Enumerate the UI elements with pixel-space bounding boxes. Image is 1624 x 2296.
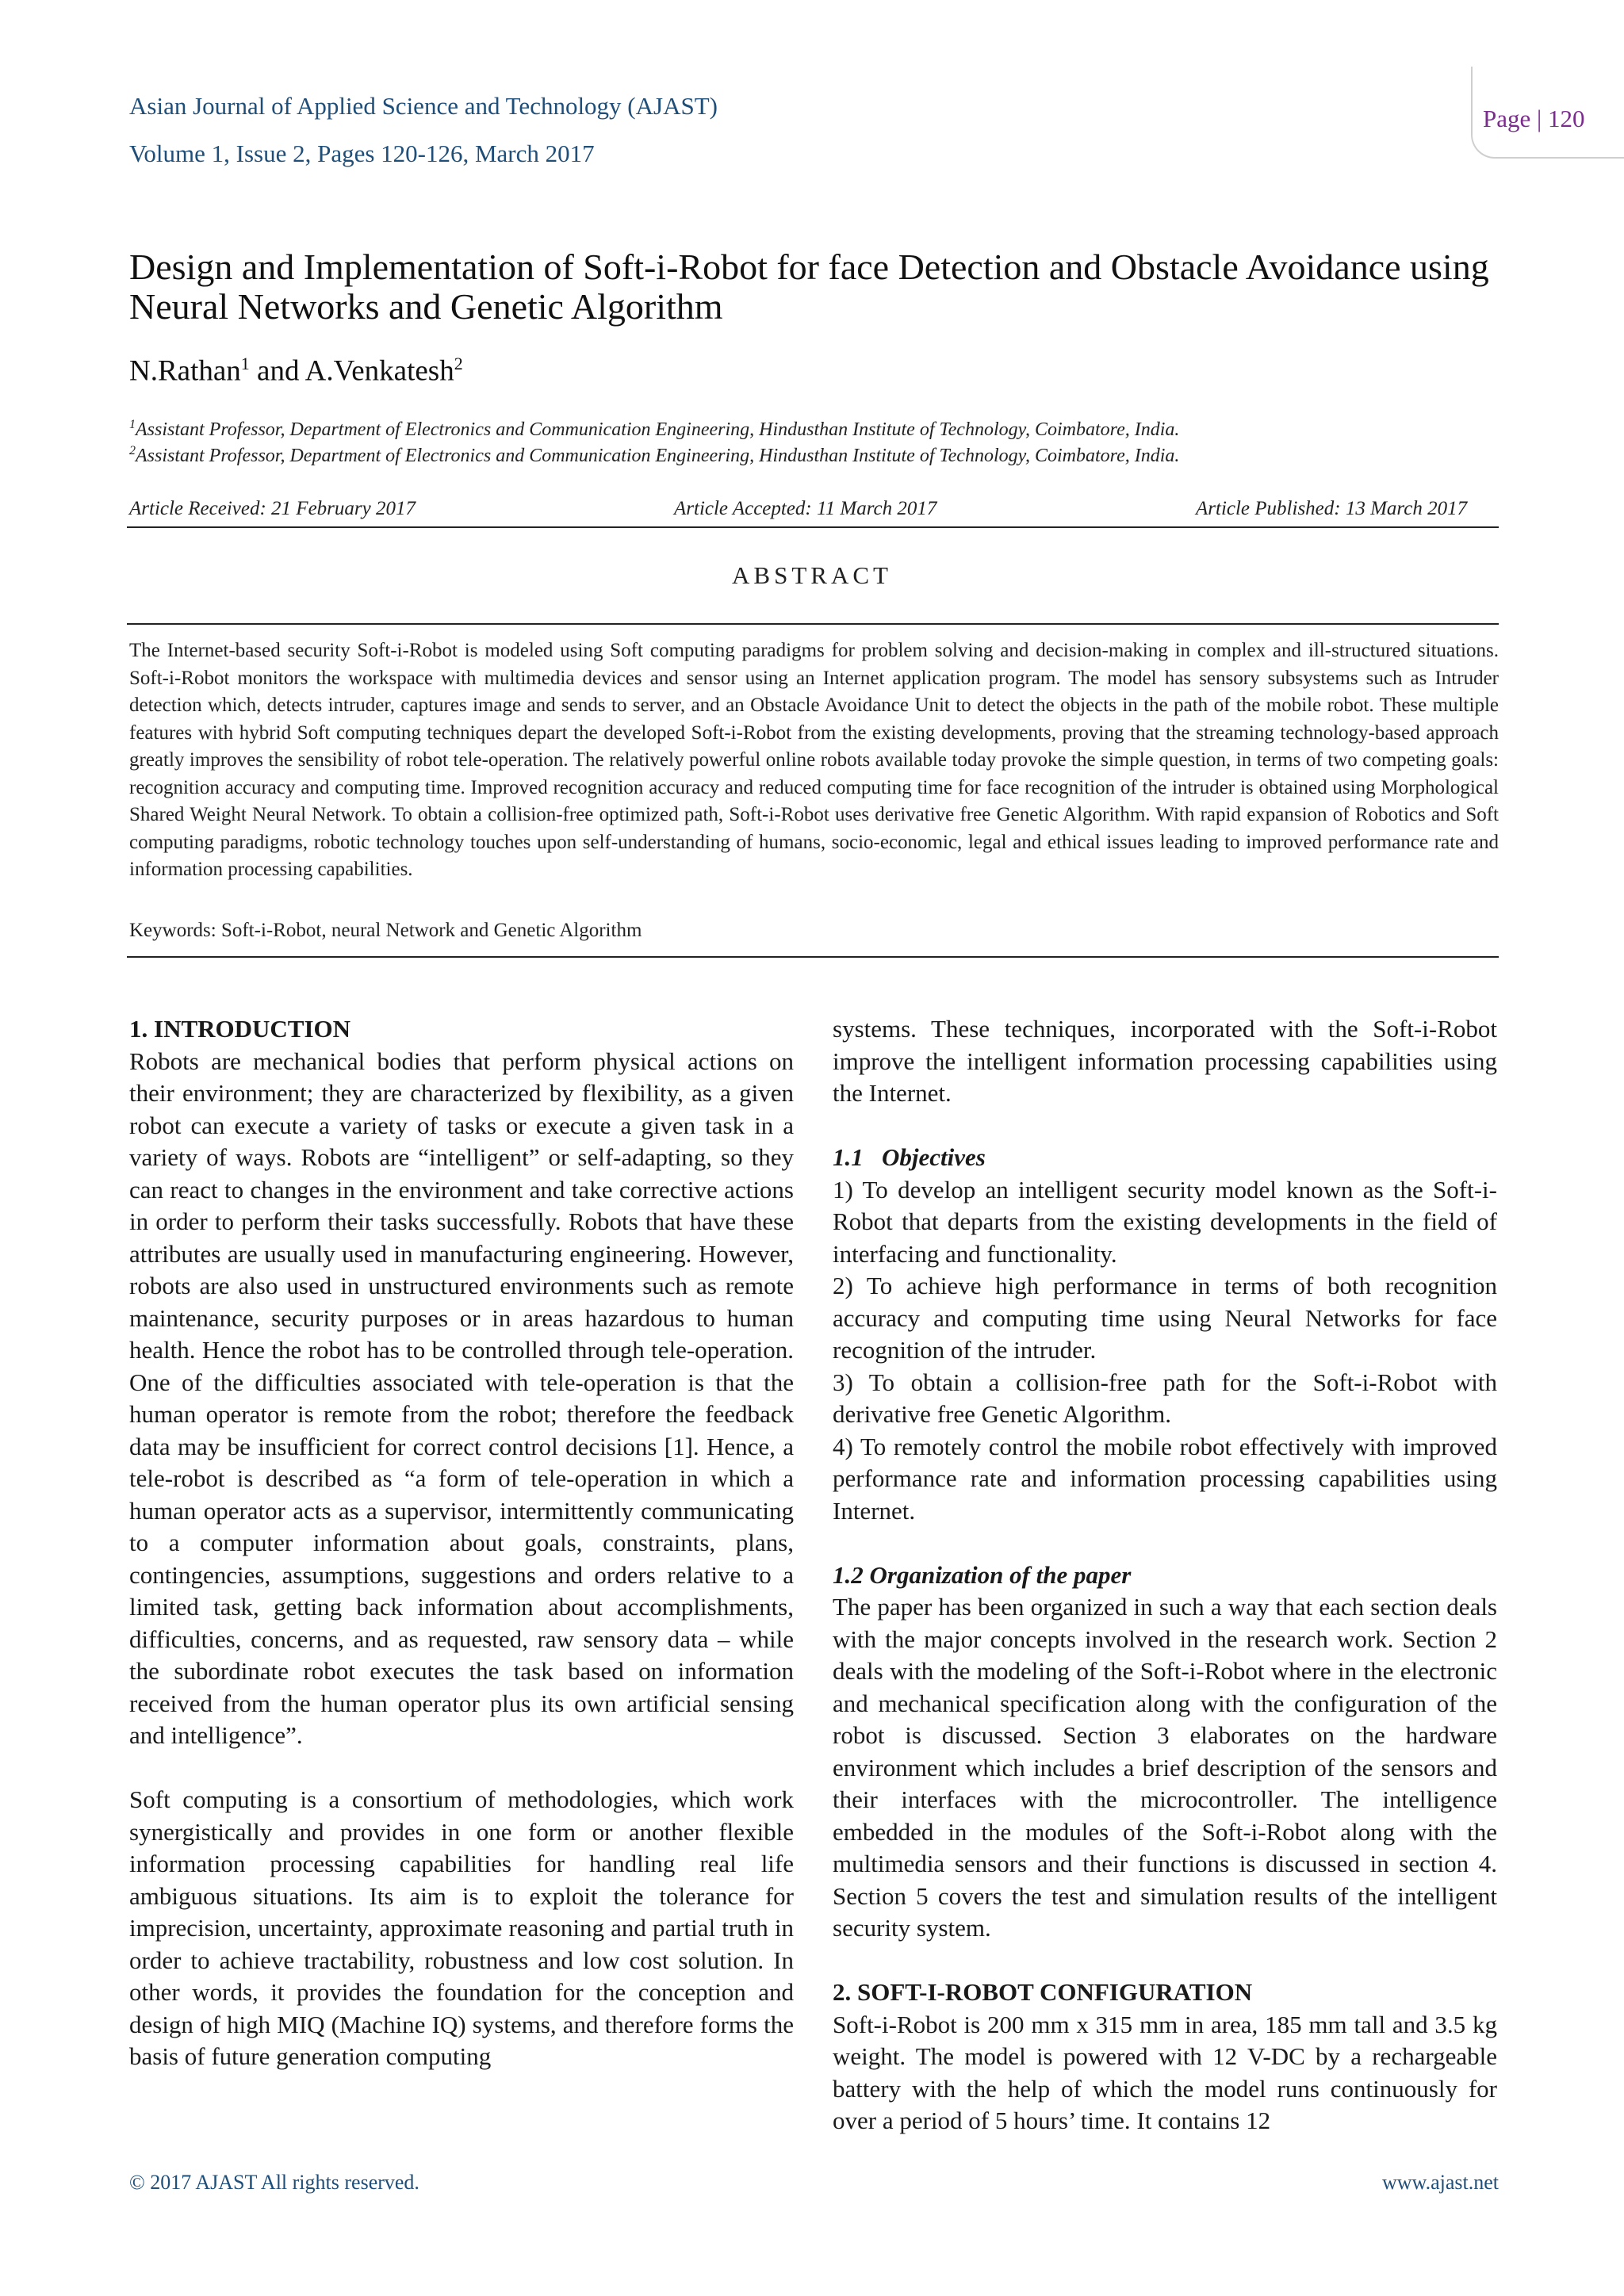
affiliation-2 <box>129 444 1179 467</box>
author-1-affiliation-mark: 1 <box>240 354 250 373</box>
body-column-left <box>129 1013 794 2073</box>
divider <box>127 623 1499 625</box>
section-heading-introduction: 1. INTRODUCTION <box>129 1015 351 1043</box>
divider <box>127 956 1499 958</box>
footer-copyright: © 2017 AJAST All rights reserved. <box>129 2171 419 2194</box>
affiliation-2-mark: 2 <box>129 444 136 457</box>
paragraph: Soft-i-Robot is 200 mm x 315 mm in area, 185 mm tall and 3.5 kg weight. The model is powered with 12 V-DC by a rechargeable battery with the help of which the model runs continuously for over a period of 5 hours’ time. It contains 12 <box>833 2010 1497 2134</box>
affiliation-1 <box>129 418 1179 441</box>
paragraph: The paper has been organized in such a way that each section deals with the major concepts involved in the research work. Section 2 deals with the modeling of the Soft-i-Robot where in the electronic and mechanical specification along with the configuration of the robot is discussed. Section 3 elaborates on the hardware environment which includes a brief description of the sensors and their interfaces with the microcontroller. The intelligence embedded in the modules of the Soft-i-Robot along with the multimedia sensors and their functions is discussed in section 4. Section 5 covers the test and simulation results of the intelligent security system. <box>833 1593 1497 1942</box>
author-list <box>129 354 463 388</box>
objective-item: 1) To develop an intelligent security model known as the Soft-i-Robot that departs from the existing developments in the field of interfacing and functionality. <box>833 1175 1497 1268</box>
objective-item: 2) To achieve high performance in terms of both recognition accuracy and computing time using Neural Networks for face recognition of the intruder. <box>833 1272 1497 1364</box>
keywords: Keywords: Soft-i-Robot, neural Network and Genetic Algorithm <box>129 920 642 941</box>
divider <box>127 526 1499 528</box>
author-joiner: and <box>249 354 305 388</box>
section-heading-configuration: 2. SOFT-I-ROBOT CONFIGURATION <box>833 1978 1253 2006</box>
paper-title: Design and Implementation of Soft-i-Robot for face Detection and Obstacle Avoidance using Neural Networks and Genetic Algorithm <box>129 247 1489 327</box>
date-published: Article Published: 13 March 2017 <box>1196 498 1468 519</box>
paragraph: Robots are mechanical bodies that perform physical actions on their environment; they are characterized by flexibility, as a given robot can execute a variety of tasks or execute a given task in a variety of ways. Robots are “intelligent” or self-adapting, so they can react to changes in the environment and take corrective actions in order to perform their tasks successfully. Robots that have these attributes are usually used in manufacturing engineering. However, robots are also used in unstructured environments such as remote maintenance, security purposes or in areas hazardous to human health. Hence the robot has to be controlled through tele-operation. One of the difficulties associated with tele-operation is that the human operator is remote from the robot; therefore the feedback data may be insufficient for correct control decisions [1]. Hence, a tele-robot is described as “a form of tele-operation in which a human operator acts as a supervisor, intermittently communicating to a computer information about goals, constraints, plans, contingencies, assumptions, suggestions and orders relative to a limited task, getting back information about accomplishments, difficulties, concerns, and as requested, raw sensory data – while the subordinate robot executes the task based on information received from the human operator plus its own artificial sensing and intelligence”. <box>129 1047 794 1749</box>
subsection-heading-objectives: 1.1 Objectives <box>833 1143 986 1171</box>
page-number: Page | 120 <box>1483 105 1585 132</box>
footer-website-link[interactable]: www.ajast.net <box>1381 2171 1499 2194</box>
objective-item: 3) To obtain a collision-free path for the Soft-i-Robot with derivative free Genetic Algorithm. <box>833 1368 1497 1428</box>
author-2-affiliation-mark: 2 <box>454 354 463 373</box>
date-received: Article Received: 21 February 2017 <box>129 498 416 519</box>
affiliation-1-text: Assistant Professor, Department of Electronics and Communication Engineering, Hindusthan Institute of Technology, Coimbatore, India. <box>136 419 1180 440</box>
affiliation-2-text: Assistant Professor, Department of Electronics and Communication Engineering, Hindusthan Institute of Technology, Coimbatore, India. <box>136 446 1180 466</box>
body-column-right <box>833 1013 1497 2137</box>
subsection-heading-organization: 1.2 Organization of the paper <box>833 1560 1132 1589</box>
journal-volume: Volume 1, Issue 2, Pages 120-126, March 2017 <box>129 140 595 167</box>
paragraph: systems. These techniques, incorporated with the Soft-i-Robot improve the intelligent information processing capabilities using the Internet. <box>833 1015 1497 1107</box>
objective-item: 4) To remotely control the mobile robot effectively with improved performance rate and information processing capabilities using Internet. <box>833 1432 1497 1525</box>
paragraph: Soft computing is a consortium of methodologies, which work synergistically and provides in one form or another flexible information processing capabilities for handling real life ambiguous situations. Its aim is to exploit the tolerance for imprecision, uncertainty, approximate reasoning and partial truth in order to achieve tractability, robustness and low cost solution. In other words, it provides the foundation for the conception and design of high MIQ (Machine IQ) systems, and therefore forms the basis of future generation computing <box>129 1785 794 2070</box>
author-1: N.Rathan <box>129 354 241 388</box>
journal-title: Asian Journal of Applied Science and Technology (AJAST) <box>129 92 718 120</box>
abstract-heading: ABSTRACT <box>732 561 892 589</box>
affiliation-1-mark: 1 <box>129 418 136 431</box>
author-2: A.Venkatesh <box>304 354 454 388</box>
date-accepted: Article Accepted: 11 March 2017 <box>674 498 937 519</box>
abstract-text: The Internet-based security Soft-i-Robot is modeled using Soft computing paradigms for problem solving and decision-making in complex and ill-structured situations. Soft-i-Robot monitors the workspace with multimedia devices and sensor using an Internet application program. The model has sensory subsystems such as Intruder detection which, detects intruder, captures image and sends to server, and an Obstacle Avoidance Unit to detect the objects in the path of the mobile robot. These multiple features with hybrid Soft computing techniques depart the developed Soft-i-Robot from the existing developments, proving that the streaming technology-based approach greatly improves the sensibility of robot tele-operation. The relatively powerful online robots available today provoke the simple question, in terms of two competing goals: recognition accuracy and computing time. Improved recognition accuracy and reduced computing time for face recognition of the intruder is obtained using Morphological Shared Weight Neural Network. To obtain a collision-free optimized path, Soft-i-Robot uses derivative free Genetic Algorithm. With rapid expansion of Robotics and Soft computing paradigms, robotic technology touches upon self-understanding of humans, socio-economic, legal and ethical issues leading to improved performance rate and information processing capabilities. <box>129 640 1499 880</box>
